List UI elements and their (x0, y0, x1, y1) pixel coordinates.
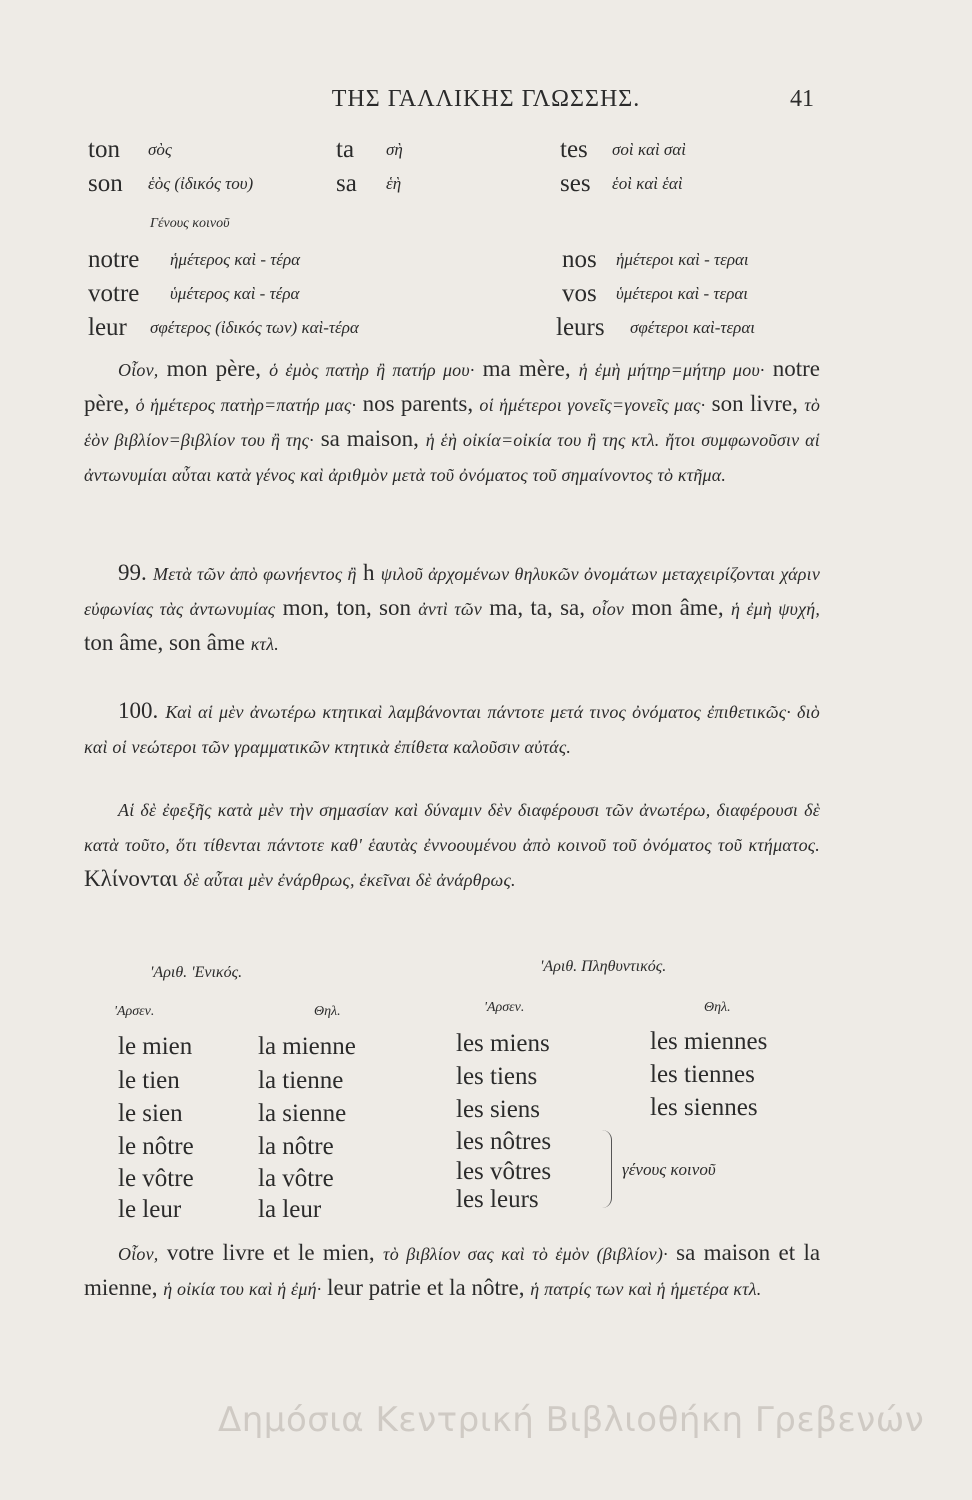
p99-h: h (362, 560, 375, 585)
plast-gr-2: ἡ οἰκία του καὶ ἡ ἐμή· (163, 1279, 322, 1299)
row1-c1-gr: σὸς (148, 140, 172, 159)
common3-pl-gr: σφέτεροι καὶ-τεραι (630, 318, 755, 337)
fem-label-pl: Θηλ. (704, 1000, 731, 1015)
paragraph-examples (84, 352, 820, 492)
singular-label: 'Αριθ. 'Ενικός. (150, 964, 243, 981)
plural-label: 'Αριθ. Πληθυντικός. (540, 958, 667, 975)
paragraph-100 (84, 694, 820, 764)
common2-sg-fr: votre (88, 280, 140, 307)
p99-gr-5: ἡ ἐμὴ ψυχή, (730, 599, 821, 619)
page-number: 41 (790, 86, 814, 112)
common3-sg-fr: leur (88, 314, 127, 341)
table-pl-f-3: les siennes (650, 1094, 758, 1121)
table-sg-f-1: la mienne (258, 1033, 356, 1060)
row1-c1-fr: ton (88, 136, 120, 163)
plast-gr-1: τὸ βιβλίον σας καὶ τὸ ἐμὸν (βιβλίον)· (383, 1244, 668, 1264)
row1-c3-gr: σοὶ καὶ σαὶ (612, 140, 686, 159)
p99-ktl: κτλ. (250, 634, 279, 654)
p99-gr-4: οἷον (592, 599, 625, 619)
common2-pl-gr: ὑμέτεροι καὶ - τεραι (616, 284, 749, 303)
table-sg-m-2: le tien (118, 1067, 180, 1094)
common1-pl-gr: ἡμέτεροι καὶ - τεραι (616, 250, 749, 269)
p99-ton-ame: ton âme, son âme (84, 630, 245, 655)
paragraph-last (84, 1236, 820, 1306)
common2-sg-gr: ὑμέτερος καὶ - τέρα (170, 284, 300, 303)
p99-gr-2: ψιλοῦ ἀρχομένων θηλυκῶν ὀνομάτων μεταχειρίζονται χάριν εὐφωνίας τὰς ἀντωνυμίας (84, 564, 821, 619)
p1-nos-parents: nos parents, (362, 391, 474, 416)
p99-mon-ton-son: mon, ton, son (282, 595, 411, 620)
row1-c2-gr: σὴ (386, 140, 403, 159)
table-sg-f-4: la nôtre (258, 1133, 334, 1160)
plast-oion: Οἷον, (118, 1244, 159, 1264)
paragraph-ai (84, 792, 820, 897)
library-watermark: Δημόσια Κεντρική Βιβλιοθήκη Γρεβενών (218, 1400, 925, 1440)
p1-oion: Οἷον, (118, 360, 159, 380)
table-pl-m-6: les leurs (456, 1186, 539, 1213)
p1-gr-1: ὁ ἐμὸς πατὴρ ἢ πατήρ μου· (269, 360, 475, 380)
table-pl-m-3: les siens (456, 1096, 541, 1123)
table-pl-f-1: les miennes (650, 1028, 768, 1055)
table-sg-m-3: le sien (118, 1100, 183, 1127)
table-pl-m-4: les nôtres (456, 1128, 552, 1155)
common1-sg-fr: notre (88, 246, 140, 273)
row1-c3-fr: tes (560, 136, 588, 163)
p99-mon-ame: mon âme, (631, 595, 724, 620)
pai-gr-2: δὲ αὗται μὲν ἐνάρθρως, ἐκεῖναι δὲ ἀνάρθρως. (183, 870, 516, 890)
table-sg-m-1: le mien (118, 1033, 193, 1060)
table-sg-f-3: la sienne (258, 1100, 347, 1127)
paragraph-99 (84, 556, 820, 661)
table-sg-f-5: la vôtre (258, 1165, 334, 1192)
masc-label-pl: 'Αρσεν. (484, 1000, 525, 1015)
row2-c1-fr: son (88, 170, 123, 197)
table-pl-m-5: les vôtres (456, 1158, 552, 1185)
common-gender-label: Γένους κοινοῦ (150, 216, 230, 231)
row2-c1-gr: ἑὸς (ἰδικός του) (148, 174, 254, 193)
p1-gr-6: ἡ ἑὴ οἰκία=οἰκία του ἢ της κτλ. ἤτοι συμφωνοῦσιν αἱ ἀντωνυμίαι αὗται κατὰ γένος καὶ ἀριθμὸν μετὰ τοῦ ὀνόματος τοῦ σημαίνοντος τὸ κτῆμα. (84, 430, 820, 485)
common1-sg-gr: ἡμέτερος καὶ - τέρα (170, 250, 301, 269)
table-sg-m-4: le nôtre (118, 1133, 194, 1160)
plast-gr-3: ἡ πατρίς των καὶ ἡ ἡμετέρα κτλ. (530, 1279, 762, 1299)
p1-son-livre: son livre, (711, 391, 798, 416)
p1-sa-maison: sa maison, (320, 426, 419, 451)
p99-gr-3: ἀντὶ τῶν (418, 599, 482, 619)
p99-ma-ta-sa: ma, ta, sa, (489, 595, 585, 620)
table-sg-f-2: la tienne (258, 1067, 344, 1094)
common3-pl-fr: leurs (556, 314, 605, 341)
row1-c2-fr: ta (336, 136, 355, 163)
table-pl-f-2: les tiennes (650, 1061, 755, 1088)
fem-label-sg: Θηλ. (314, 1004, 341, 1019)
p1-gr-5: τὸ ἑὸν βιβλίον=βιβλίον του ἢ της· (84, 395, 821, 450)
row2-c2-gr: ἑὴ (386, 174, 402, 193)
p99-number: 99. (118, 560, 147, 585)
row2-c3-gr: ἑοὶ καὶ ἑαὶ (612, 174, 683, 193)
plast-fr-3: leur patrie et la nôtre, (327, 1275, 525, 1300)
masc-label-sg: 'Αρσεν. (114, 1004, 155, 1019)
p1-gr-2: ἡ ἐμὴ μήτηρ=μήτηρ μου· (578, 360, 765, 380)
table-sg-m-5: le vôtre (118, 1165, 194, 1192)
brace-note: γένους κοινοῦ (622, 1160, 716, 1179)
p100-gr: Καὶ αἱ μὲν ἀνωτέρω κτητικαὶ λαμβάνονται πάντοτε μετά τινος ὀνόματος ἐπιθετικῶς· διὸ καὶ οἱ νεώτεροι τῶν γραμματικῶν κτητικὰ ἐπίθετα καλοῦσιν αὐτάς. (84, 702, 821, 757)
table-pl-m-1: les miens (456, 1030, 550, 1057)
common1-pl-fr: nos (562, 246, 597, 273)
row2-c2-fr: sa (336, 170, 357, 197)
pai-gr-1: Αἱ δὲ ἐφεξῆς κατὰ μὲν τὴν σημασίαν καὶ δύναμιν δὲν διαφέρουσι τῶν ἀνωτέρω, διαφέρουσι δὲ κατὰ τοῦτο, ὅτι τίθενται πάντοτε καθ' ἑαυτὰς ἐννοουμένου ἀπὸ κοινοῦ τοῦ ὀνόματος τοῦ κτήματος. (84, 800, 820, 855)
p99-gr-1: Μετὰ τῶν ἀπὸ φωνήεντος ἢ (153, 564, 357, 584)
p1-gr-4: οἱ ἡμέτεροι γονεῖς=γονεῖς μας· (479, 395, 706, 415)
pai-klinontai: Κλίνονται (84, 866, 178, 891)
common2-pl-fr: vos (562, 280, 597, 307)
table-sg-f-6: la leur (258, 1196, 322, 1223)
p100-number: 100. (118, 698, 159, 723)
row2-c3-fr: ses (560, 170, 591, 197)
common3-sg-gr: σφέτερος (ἰδικός των) καὶ-τέρα (150, 318, 359, 337)
table-pl-m-2: les tiens (456, 1063, 538, 1090)
p1-ma-mere: ma mère, (482, 356, 571, 381)
p1-notre-pere: notre père, (84, 356, 821, 416)
plast-fr-2: sa maison et la mienne, (84, 1240, 821, 1300)
table-sg-m-6: le leur (118, 1196, 182, 1223)
plast-fr-1: votre livre et le mien, (166, 1240, 375, 1265)
brace-mark (601, 1130, 612, 1208)
running-header: ΤΗΣ ΓΑΛΛΙΚΗΣ ΓΛΩΣΣΗΣ. (331, 86, 641, 112)
p1-mon-pere: mon père, (166, 356, 261, 381)
p1-gr-3: ὁ ἡμέτερος πατὴρ=πατήρ μας· (135, 395, 357, 415)
